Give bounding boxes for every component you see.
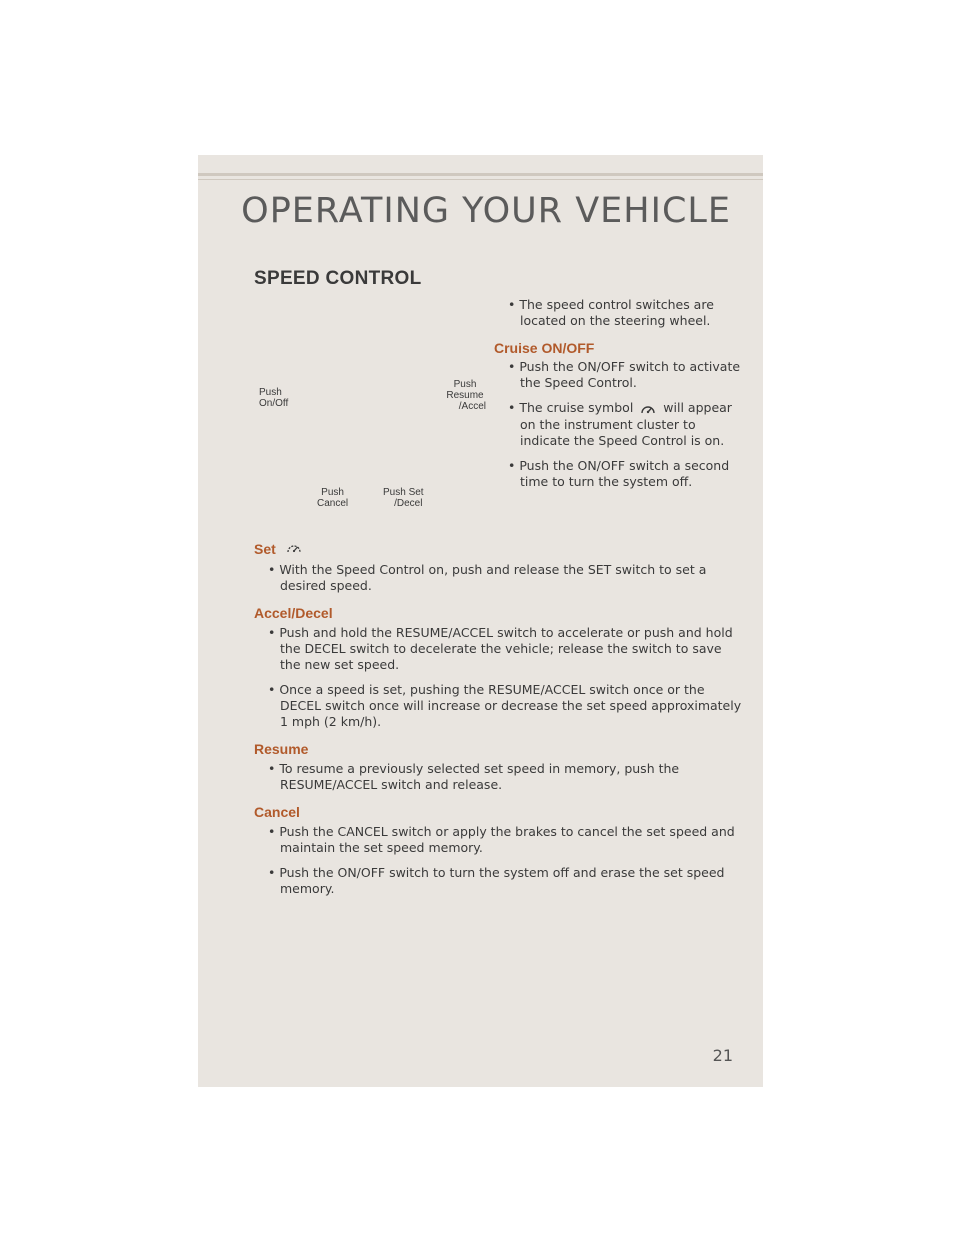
cruise-bullet-1: • Push the ON/OFF switch to activate the Speed Control. bbox=[508, 359, 741, 390]
cancel-bullet-2: • Push the ON/OFF switch to turn the system off and erase the set speed memory. bbox=[268, 865, 725, 896]
page-number: 21 bbox=[712, 1046, 733, 1065]
resume-bullet-1: • To resume a previously selected set speed in memory, push the RESUME/ACCEL switch and release. bbox=[268, 761, 680, 792]
set-bullet-1: • With the Speed Control on, push and release the SET switch to set a desired speed. bbox=[268, 562, 707, 593]
label-push-cancel bbox=[317, 487, 348, 509]
label-push-resume bbox=[444, 379, 486, 412]
cruise-title: Cruise ON/OFF bbox=[494, 340, 595, 356]
set-heading bbox=[254, 541, 744, 557]
label-push-set bbox=[383, 487, 424, 509]
set-title: Set bbox=[254, 541, 276, 557]
intro-bullet: • The speed control switches are located on the steering wheel. bbox=[508, 297, 714, 328]
cancel-title: Cancel bbox=[254, 804, 300, 820]
cruise-bullet-2 bbox=[494, 400, 744, 449]
speed-set-icon bbox=[282, 541, 308, 557]
label-line: /Accel bbox=[458, 401, 486, 412]
label-line: Cancel bbox=[317, 498, 349, 509]
cruise-bullet-3: • Push the ON/OFF switch a second time to turn the system off. bbox=[508, 457, 730, 489]
label-push-on-off bbox=[259, 387, 288, 409]
label-line: Resume bbox=[446, 390, 484, 401]
label-line: Push Set bbox=[383, 487, 424, 498]
right-column bbox=[494, 297, 744, 490]
cruise-symbol-icon bbox=[633, 401, 663, 417]
lower-content bbox=[254, 541, 744, 897]
label-line: Push bbox=[453, 379, 477, 390]
header-rule bbox=[198, 173, 763, 176]
label-line: Push bbox=[321, 487, 344, 498]
label-line: Push bbox=[259, 387, 282, 398]
page-header: OPERATING YOUR VEHICLE bbox=[241, 191, 731, 231]
header-rule-thin bbox=[198, 179, 763, 180]
cruise-bullet-2-pre: • The cruise symbol bbox=[508, 400, 634, 415]
cruise-bullet-2-post: will appear on the instrument cluster to indicate the Speed Control is on. bbox=[520, 400, 732, 448]
cancel-bullet-1: • Push the CANCEL switch or apply the brakes to cancel the set speed and maintain the set speed memory. bbox=[268, 824, 735, 855]
accel-title: Accel/Decel bbox=[254, 605, 333, 621]
accel-bullet-2: • Once a speed is set, pushing the RESUME/ACCEL switch once or the DECEL switch once will increase or decrease the set speed approximately 1 mph (2 km/h). bbox=[268, 682, 742, 729]
label-line: /Decel bbox=[394, 498, 423, 509]
label-line: On/Off bbox=[259, 398, 289, 409]
section-title: SPEED CONTROL bbox=[254, 268, 422, 289]
manual-page bbox=[198, 155, 763, 1087]
accel-bullet-1: • Push and hold the RESUME/ACCEL switch to accelerate or push and hold the DECEL switch to decelerate the vehicle; release the switch to save the new set speed. bbox=[268, 625, 733, 672]
resume-title: Resume bbox=[254, 741, 309, 757]
